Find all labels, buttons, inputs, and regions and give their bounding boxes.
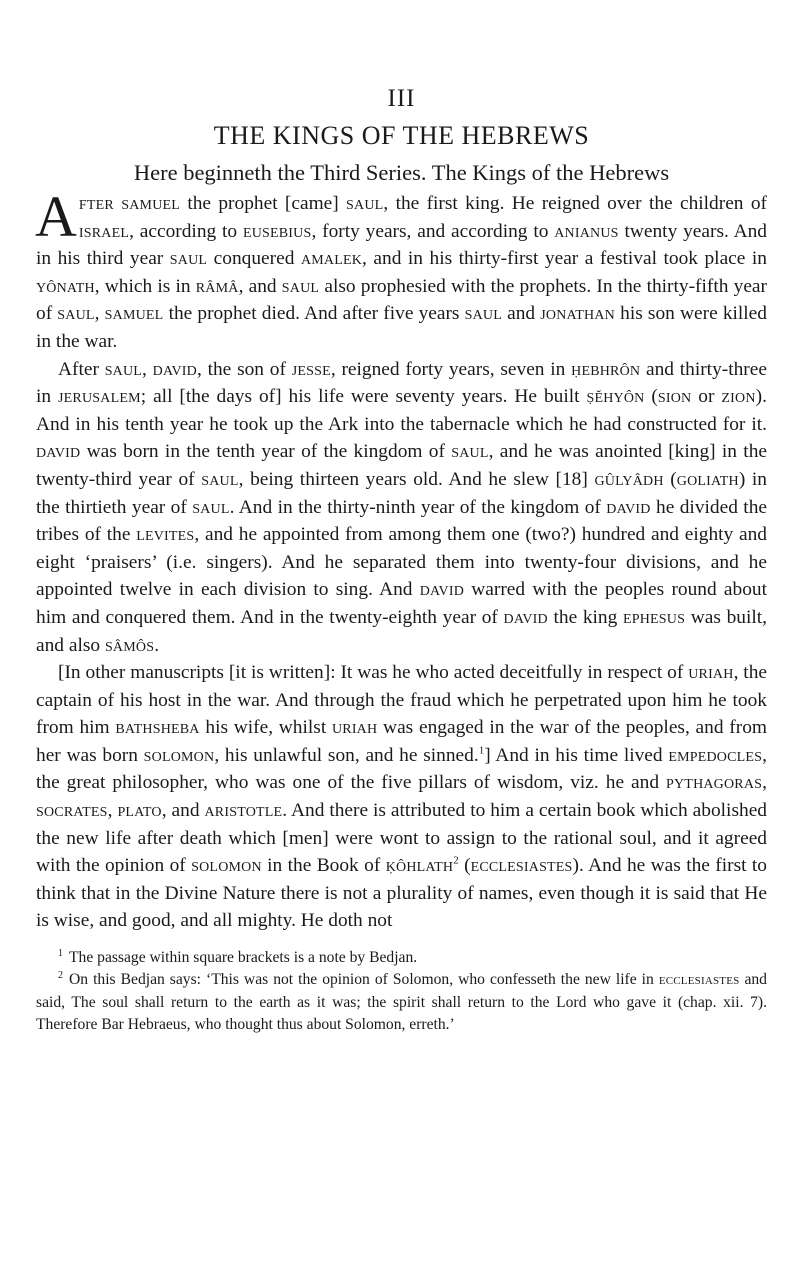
chapter-title: THE KINGS OF THE HEBREWS [213, 121, 590, 150]
text-run: and thirty-three in [36, 358, 767, 408]
proper-name: zion [721, 386, 756, 408]
text-run: , and in his thirty-first year a festival took place in [362, 248, 767, 270]
text-run: , [107, 800, 118, 822]
text-run: or [691, 386, 722, 408]
text-run: and said, The soul shall return to the earth as it was; the spirit shall return to the Lord who gave it (chap. xii. 7). Therefore Bar Hebraeus, who thought thus about Solomon, erreth.’ [36, 971, 767, 1034]
proper-name: samuel [121, 193, 181, 214]
proper-name: uriah [331, 717, 378, 739]
text-run: The passage within square brackets is a note by Bedjan. [69, 949, 418, 967]
proper-name: goliath [676, 468, 739, 490]
text-run: , the great philosopher, who was one of the five pillars of wisdom, viz. he and [36, 744, 767, 794]
text-run: the king [547, 606, 623, 628]
proper-name: david [36, 441, 81, 463]
text-run: also prophesied with the prophets. In the thirty-fifth year of [36, 275, 767, 325]
proper-name: david [606, 496, 651, 518]
text-run: , and he was anointed [king] in the twenty-third year of [36, 441, 767, 490]
proper-name: saul [192, 496, 230, 518]
text-run: ; all [the days of] his life were seventy years. He built [140, 386, 587, 408]
text-run: his son were killed in the war. [36, 303, 767, 352]
proper-name: ecclesiastes [658, 971, 740, 989]
text-run: , his unlawful son, and he sinned. [214, 744, 479, 766]
text-run: , reigned forty years, seven in [330, 358, 572, 380]
proper-name: jerusalem [58, 386, 141, 408]
series-heading: Here beginneth the Third Series. The Kings of the Hebrews [133, 160, 670, 185]
text-run: , and [161, 800, 205, 822]
proper-name: solomon [191, 855, 262, 877]
proper-name: samuel [104, 303, 164, 325]
proper-name: jesse [291, 358, 331, 380]
proper-name: gûlyâdh [594, 468, 664, 490]
proper-name: saul [464, 303, 502, 325]
proper-name: sion [657, 386, 692, 408]
proper-name: bathsheba [115, 717, 200, 739]
proper-name: david [419, 579, 465, 601]
paragraph [36, 356, 767, 660]
text-run: his wife, whilst [199, 717, 332, 739]
text-run: , the first king. He reigned over the children of [383, 193, 767, 214]
text-run: in the Book of [261, 855, 386, 877]
proper-name: levites [136, 524, 195, 546]
text-run: was born in the tenth year of the kingdom of [80, 441, 452, 463]
proper-name: râmâ [195, 275, 239, 297]
proper-name: aristotle [204, 800, 283, 822]
text-run: he divided the tribes of the [36, 496, 767, 546]
text-run: ( [663, 468, 677, 490]
footnotes [36, 947, 767, 1037]
text-run: conquered [207, 248, 301, 270]
proper-name: plato [117, 800, 162, 822]
footnote [36, 969, 767, 1036]
text-run: the prophet died. And after five years [163, 303, 465, 325]
proper-name: uriah [688, 662, 734, 684]
text-run: was built, and also [36, 606, 767, 656]
text-run: ). And in his tenth year he took up the Ark into the tabernacle which he had constructed for it. [36, 386, 767, 435]
proper-name: ecclesiastes [470, 855, 573, 877]
text-run: , being thirteen years old. And he slew [18] [238, 468, 595, 490]
text-run: ). And he was the first to think that in the Divine Nature there is not a plurality of names, even though it is said that He is wise, and good, and all mighty. He doth not [36, 855, 767, 932]
text-run: . And there is attributed to him a certain book which abolished the new life after death which [men] were wont to assign to the rational soul, and it agreed with the opinion of [36, 800, 767, 877]
text-run: the prophet [came] [180, 193, 347, 214]
proper-name: yônath [36, 275, 95, 297]
proper-name: saul [451, 441, 489, 463]
text-run: , and he appointed from among them one (two?) hundred and eighty and eight ‘praisers’ (i.e. singers). And he separated them into twenty-four divisions, and he appointed twelve in each division to sing. And [36, 524, 767, 601]
proper-name: saul [169, 248, 208, 270]
proper-name: ḥebhrôn [571, 358, 641, 380]
text-run: ( [458, 855, 471, 877]
footnote-marker: 1 [58, 947, 63, 959]
proper-name: socrates [36, 800, 108, 822]
proper-name: eusebius [242, 220, 312, 242]
text-run: , according to [129, 220, 243, 242]
proper-name: saul [104, 358, 143, 380]
proper-name: ḳôhlath [385, 855, 454, 877]
proper-name: david [503, 606, 548, 628]
text-run: On this Bedjan says: ‘This was not the opinion of Solomon, who confesseth the new life in [69, 971, 659, 989]
footnote-ref: 2 [453, 854, 459, 867]
text-run: ] And in his time lived [484, 744, 669, 766]
drop-cap: A [35, 184, 77, 249]
chapter-number: III [387, 85, 416, 112]
text-run: , [94, 303, 105, 325]
text-run: After [58, 358, 105, 380]
text-run: twenty years. And in his third year [36, 220, 767, 270]
text-run: , the son of [196, 358, 292, 380]
text-run: , and [238, 275, 282, 297]
text-run: , forty years, and according to [311, 220, 555, 242]
proper-name: saul [281, 275, 320, 297]
page [36, 84, 767, 1037]
text-run: ( [644, 386, 658, 408]
proper-name: solomon [143, 744, 215, 766]
text-run: ) in the thirtieth year of [36, 468, 767, 518]
proper-name: saul [346, 193, 384, 214]
proper-name: david [152, 358, 197, 380]
proper-name: saul [57, 303, 95, 325]
footnote-ref: 1 [478, 744, 485, 757]
proper-name: amalek [300, 248, 363, 270]
footnote [36, 947, 767, 969]
body-text [35, 184, 767, 935]
drop-cap-rest: fter [78, 193, 114, 214]
proper-name: sâmôs [104, 634, 155, 656]
text-run: was engaged in the war of the peoples, and from her was born [36, 717, 767, 766]
proper-name: pythagoras [666, 772, 763, 794]
text-run: . And in the thirty-ninth year of the kingdom of [229, 496, 607, 518]
proper-name: empedocles [668, 744, 763, 766]
text-run: , [762, 772, 767, 794]
text-run: . [154, 634, 160, 656]
proper-name: ṣĕhyôn [586, 386, 645, 408]
text-run: , which is in [94, 275, 196, 297]
proper-name: saul [201, 468, 239, 490]
proper-name: ephesus [623, 606, 686, 628]
text-run: warred with the peoples round about him and conquered them. And in the twenty-eighth year of [36, 579, 767, 628]
proper-name: israel [78, 220, 130, 242]
proper-name: jonathan [540, 303, 615, 325]
text-run: [In other manuscripts [it is written]: It was he who acted deceitfully in respect of [58, 662, 689, 684]
footnote-marker: 2 [58, 970, 63, 982]
paragraph [36, 659, 767, 935]
text-run: , the captain of his host in the war. And through the fraud which he perpetrated upon him he took from him [36, 662, 767, 739]
text-run: , [142, 358, 153, 380]
proper-name: anianus [554, 220, 619, 242]
text-run: and [501, 303, 541, 325]
paragraph [35, 184, 767, 356]
